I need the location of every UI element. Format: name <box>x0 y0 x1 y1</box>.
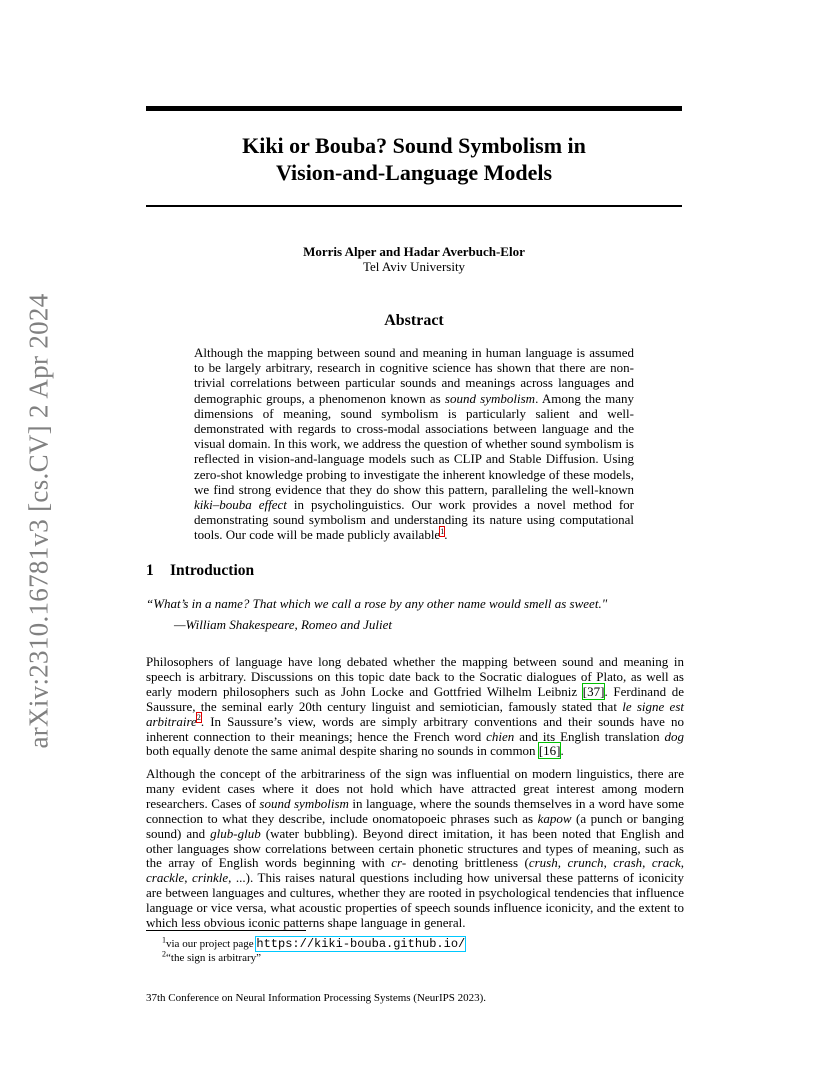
separator: , <box>184 870 193 886</box>
footnote-rule <box>146 930 306 931</box>
paragraph-text: , ...). This raises natural questions including how universal these patterns of iconicity are between languages and cultures, whether they are rooted in psychological tendencies that influence language or vice versa, what acoustic properties of speech sounds influence iconicity, and the extent to which less obvious iconic patterns shape language in general. <box>146 870 684 931</box>
paragraph-text: . <box>560 743 564 759</box>
paragraph-term: crunch <box>567 855 604 871</box>
paragraph-text: . In Saussure’s view, words are simply arbitrary conventions and their sounds have no inherent connection to their meanings; hence the French word <box>146 713 684 744</box>
paragraph-term: crash <box>613 855 643 871</box>
abstract-part: Although the mapping between sound and meaning in human language is assumed to be largely arbitrary, research in cognitive science has shown that there are non-trivial correlations between particular sounds and meanings across languages and demographic groups, a phenomenon known as <box>194 345 634 406</box>
separator: , <box>557 855 568 871</box>
abstract-term: kiki–bouba effect <box>194 497 287 513</box>
epigraph-quote: “What’s in a name? That which we call a rose by any other name would smell as sweet." <box>146 596 608 611</box>
paragraph-term: crack <box>651 855 681 871</box>
section-heading <box>146 562 254 580</box>
paragraph-term: dog <box>664 728 684 744</box>
paragraph-term: sound symbolism <box>259 795 349 811</box>
arxiv-stamp: arXiv:2310.16781v3 [cs.CV] 2 Apr 2024 <box>23 293 54 749</box>
footnote-link-2[interactable]: 2 <box>196 713 201 723</box>
title-top-rule <box>146 106 682 111</box>
paragraph-text: Although the concept of the arbitrariness of the sign was influential on modern linguistics, there are many evident cases where it does not hold which have attracted great interest among modern researchers. Cases of <box>146 766 684 811</box>
paragraph-1 <box>146 655 684 759</box>
section-title: Introduction <box>170 562 255 579</box>
separator: , <box>680 855 685 871</box>
paragraph-term: kapow <box>537 810 572 826</box>
footnote-marker: 2 <box>162 949 166 959</box>
paragraph-term: crinkle <box>192 870 229 886</box>
paragraph-text: Philosophers of language have long debated whether the mapping between sound and meaning in speech is arbitrary. Discussions on this topic date back to the Socratic dialogues of Plato, as well as early modern philosophers such as John Locke and Gottfried Wilhelm Leibniz <box>146 654 684 699</box>
affiliation: Tel Aviv University <box>362 259 466 274</box>
paragraph-text: both equally denote the same animal despite sharing no sounds in common <box>146 743 539 759</box>
title-line-2: Vision-and-Language Models <box>275 160 553 185</box>
title-bottom-rule <box>146 205 682 207</box>
footnote-text: “the sign is arbitrary” <box>166 952 261 964</box>
footnote-link-1[interactable]: 1 <box>440 527 445 537</box>
paragraph-term: cr- <box>391 855 407 871</box>
paragraph-text: (water bubbling). Beyond direct imitation, it has been noted that English and other languages show correlations between certain phonetic structures and types of meaning, such as the array of English words beginning with <box>146 825 684 871</box>
citation-link[interactable]: [37] <box>582 683 605 699</box>
paragraph-term: crackle <box>146 870 185 886</box>
paragraph-term: le signe est arbitraire <box>146 698 684 729</box>
citation-link[interactable]: [16] <box>538 743 561 759</box>
abstract-heading: Abstract <box>384 312 444 329</box>
venue-note: 37th Conference on Neural Information Processing Systems (NeurIPS 2023). <box>146 992 487 1004</box>
footnote-marker: 1 <box>162 935 166 945</box>
paragraph-term: chien <box>486 728 515 744</box>
paragraph-term: crush <box>528 855 558 871</box>
title-line-1: Kiki or Bouba? Sound Symbolism in <box>242 133 586 158</box>
footnote-1 <box>162 937 465 951</box>
separator: , <box>642 855 652 871</box>
authors: Morris Alper and Hadar Averbuch-Elor <box>303 244 525 259</box>
paragraph-text: . Ferdinand de Saussure, the seminal early 20th century linguist and semiotician, famously stated that <box>146 683 684 714</box>
footnote-2 <box>162 949 261 964</box>
paragraph-text: and its English translation <box>514 728 665 744</box>
footnote-text: via our project page <box>166 938 257 950</box>
abstract-term: sound symbolism <box>444 390 536 406</box>
section-number: 1 <box>146 562 154 579</box>
abstract-text <box>194 345 634 543</box>
paragraph-term: glub-glub <box>210 825 261 841</box>
abstract-part: . Among the many dimensions of meaning, sound symbolism is particularly salient and well-demonstrated with regards to cross-modal associations between language and the visual domain. In this work, we address the question of whether sound symbolism is reflected in vision-and-language models such as CLIP and Stable Diffusion. Using zero-shot knowledge probing to investigate the inherent knowledge of these models, we find strong evidence that they do show this pattern, paralleling the well-known <box>194 390 635 497</box>
paper-title <box>146 132 682 186</box>
paragraph-text: denoting brittleness ( <box>406 855 529 871</box>
separator: , <box>603 855 614 871</box>
abstract-part: in psycholinguistics. Our work provides a novel method for demonstrating sound symbolism and understanding its nature using computational tools. Our code will be made publicly available <box>194 497 634 543</box>
paragraph-text: (a punch or banging sound) and <box>146 810 684 841</box>
paragraph-2 <box>146 767 684 931</box>
epigraph-attribution: —William Shakespeare, Romeo and Juliet <box>174 617 392 632</box>
abstract-part: . <box>444 527 448 543</box>
project-page-link[interactable]: https://kiki-bouba.github.io/ <box>256 937 466 951</box>
paragraph-text: in language, where the sounds themselves in a word have some connection to what they describe, include onomatopoeic phrases such as <box>146 795 684 826</box>
